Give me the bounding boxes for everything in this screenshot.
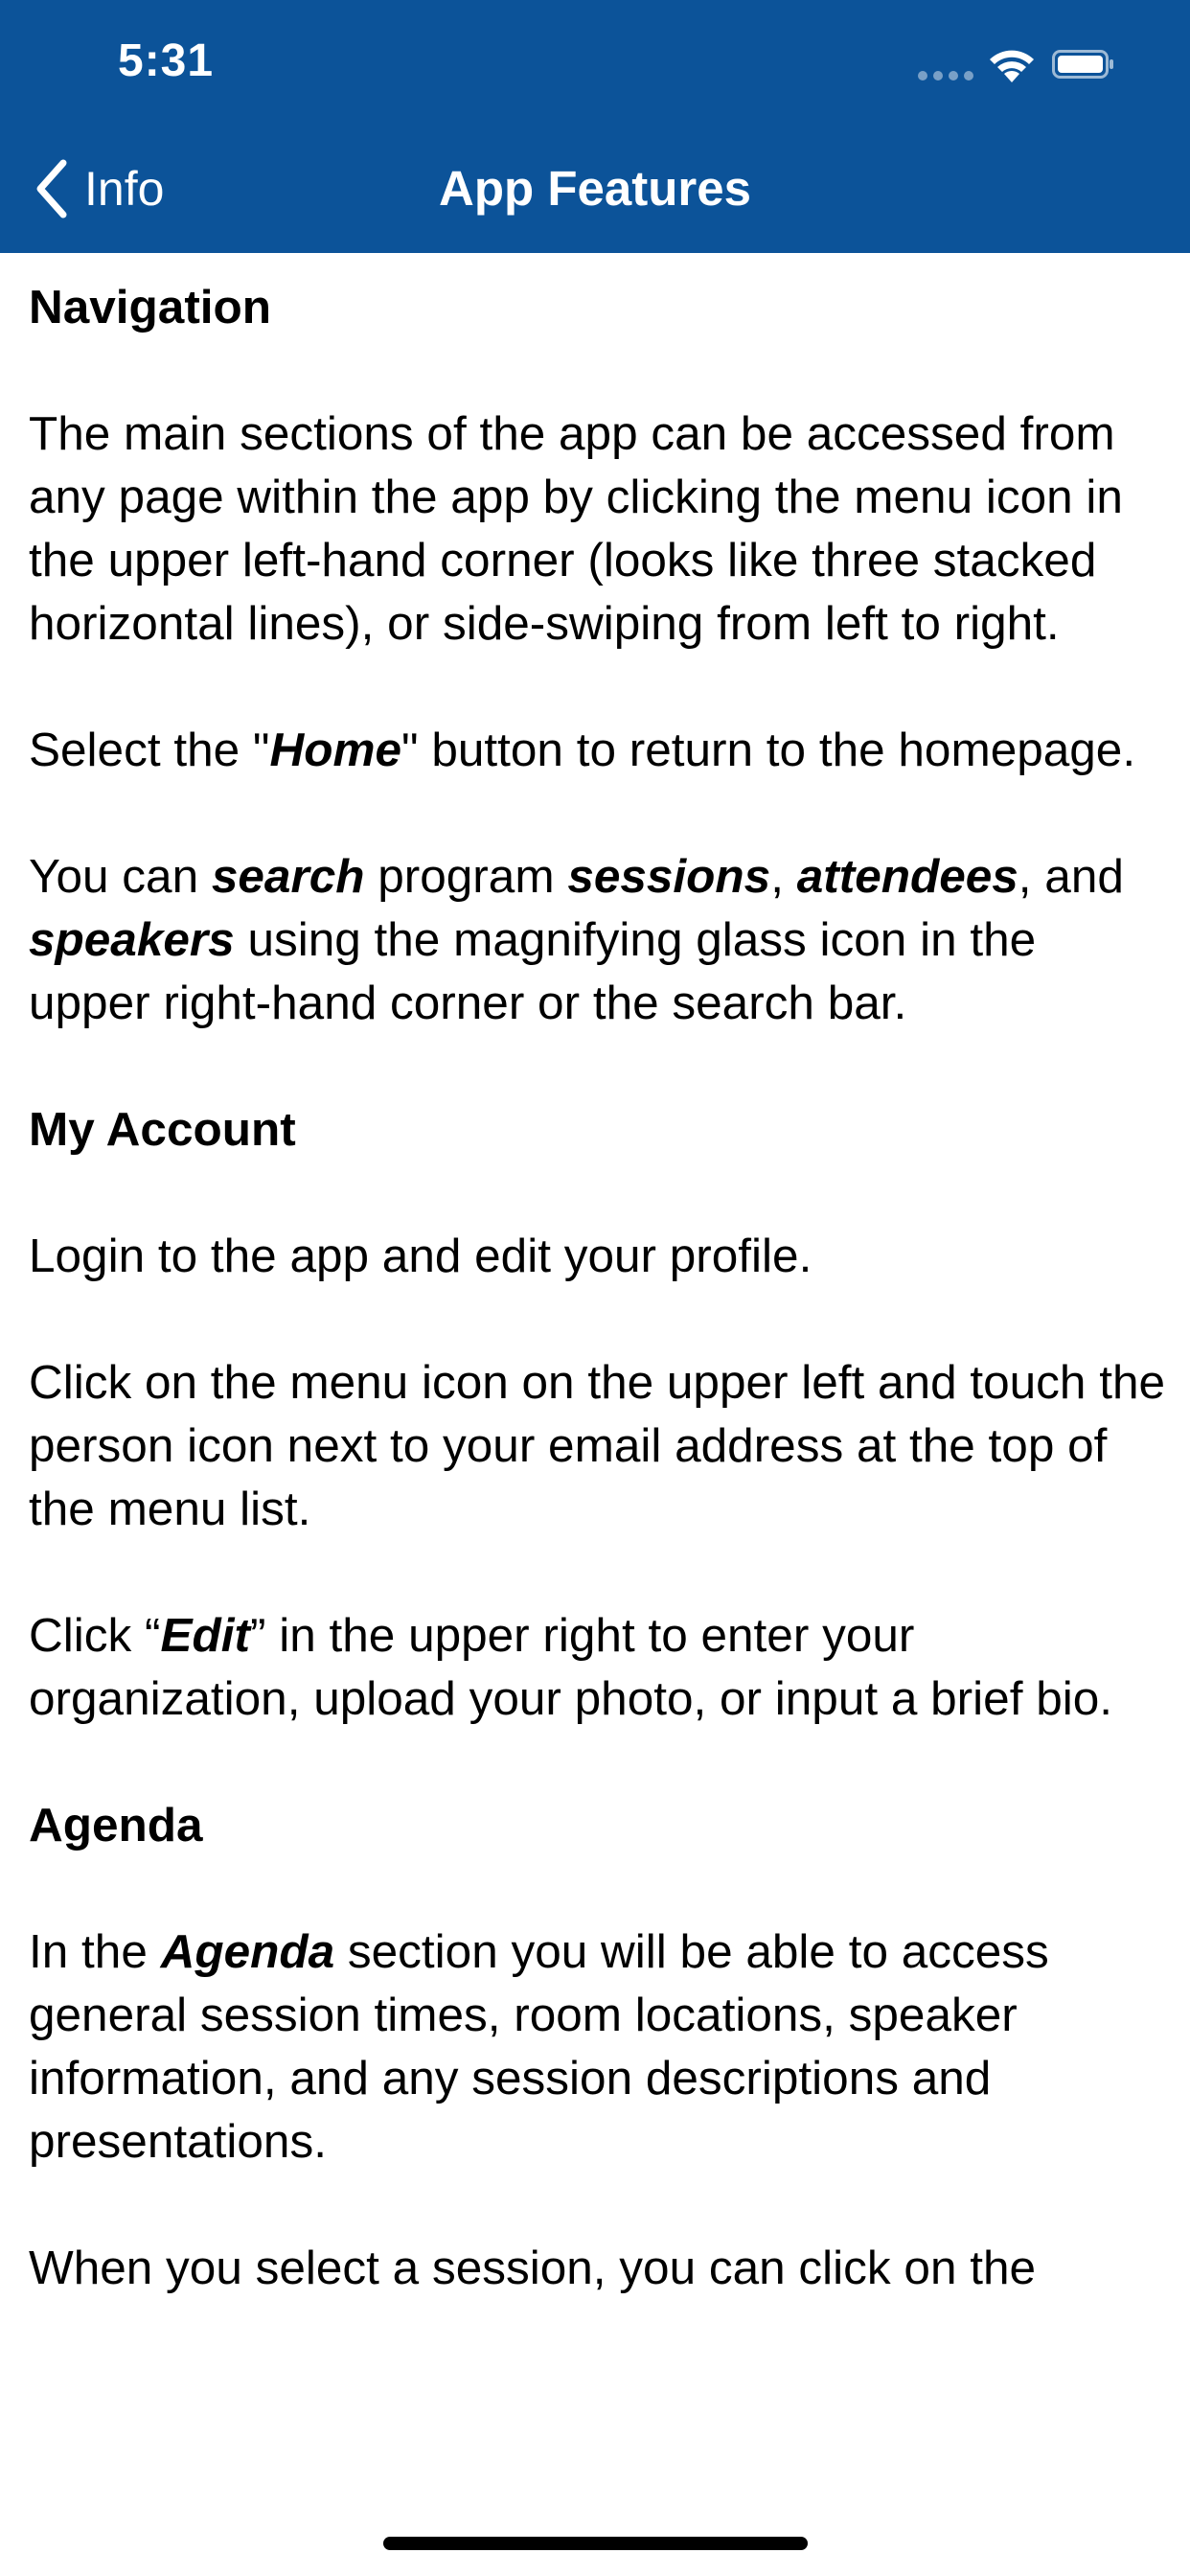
page-title: App Features [439, 161, 751, 216]
navigation-paragraph-2: Select the "Home" button to return to the homepage. [29, 724, 1136, 776]
agenda-paragraph-1: In the Agenda section you will be able to access general session times, room locations, speaker information, and any session descriptions and presentations. [29, 1925, 1049, 2168]
speakers-emphasis: speakers [29, 913, 235, 966]
attendees-emphasis: attendees [796, 850, 1018, 903]
section-heading-navigation: Navigation [29, 281, 272, 334]
agenda-emphasis: Agenda [160, 1925, 335, 1978]
app-header [0, 0, 1190, 253]
my-account-paragraph-2: Click on the menu icon on the upper left and touch the person icon next to your email address at the top of the menu list. [29, 1356, 1166, 1535]
back-chevron-icon [33, 158, 71, 219]
status-time: 5:31 [118, 35, 215, 86]
back-button[interactable] [33, 155, 164, 222]
battery-icon [1052, 50, 1115, 79]
home-indicator[interactable] [383, 2537, 808, 2550]
wifi-icon [987, 46, 1037, 84]
edit-emphasis: Edit [160, 1609, 250, 1662]
back-button-label: Info [84, 162, 165, 216]
sessions-emphasis: sessions [567, 850, 771, 903]
section-heading-my-account: My Account [29, 1103, 296, 1156]
navigation-paragraph-3: You can search program sessions, attendees, and speakers using the magnifying glass icon in the upper right-hand corner or the search bar. [29, 850, 1124, 1029]
home-emphasis: Home [269, 724, 401, 776]
my-account-paragraph-3: Click “Edit” in the upper right to enter your organization, upload your photo, or input a brief bio. [29, 1609, 1113, 1725]
search-emphasis: search [211, 850, 365, 903]
my-account-paragraph-1: Login to the app and edit your profile. [29, 1230, 812, 1282]
navigation-paragraph-1: The main sections of the app can be accessed from any page within the app by clicking the menu icon in the upper left-hand corner (looks like three stacked horizontal lines), or side-swiping from left to right. [29, 407, 1123, 650]
signal-icon [918, 71, 973, 80]
section-heading-agenda: Agenda [29, 1799, 203, 1852]
features-content [29, 253, 1169, 2467]
agenda-paragraph-2: When you select a session, you can click on the [29, 2242, 1037, 2294]
